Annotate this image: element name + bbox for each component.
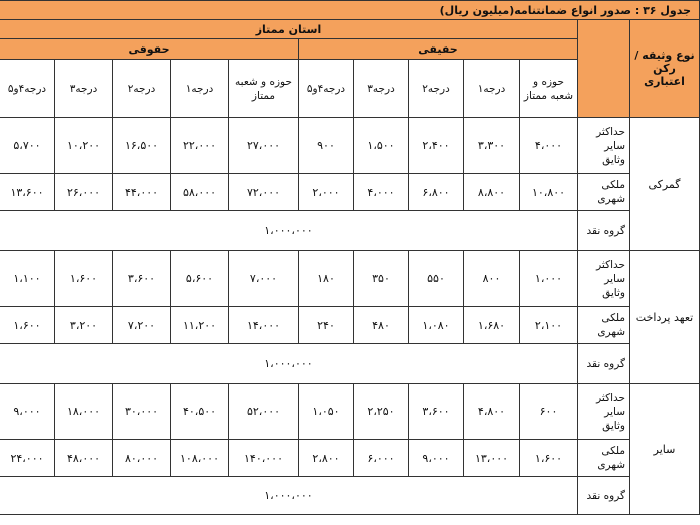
table-cell: ۴،۸۰۰ [464,384,520,440]
table-cell: ۱۶،۵۰۰ [113,118,171,174]
table-cell: ۵۵۰ [409,251,464,307]
table-cell: ۱،۶۰۰ [0,307,55,344]
table-cell: ۹،۰۰۰ [409,440,464,477]
column-header: درجه۴و۵ [299,60,354,118]
row-label: حداکثر سایر وثایق [578,118,630,174]
table-cell: ۲۶،۰۰۰ [55,174,113,211]
table-cell: ۷،۲۰۰ [113,307,171,344]
column-header: حوزه و شعبه ممتاز [520,60,578,118]
table-cell: ۶۰۰ [520,384,578,440]
corner-header: نوع وثیقه / رکن اعتباری [630,20,700,118]
table-cell: ۵۲،۰۰۰ [229,384,299,440]
province-header: استان ممتاز [0,20,578,39]
table-cell: ۱،۰۵۰ [299,384,354,440]
table-cell: ۳،۶۰۰ [113,251,171,307]
column-header: درجه۱ [464,60,520,118]
table-cell: ۱،۶۰۰ [55,251,113,307]
haghighi-header: حقیقی [299,39,578,60]
table-cell: ۱۳،۰۰۰ [464,440,520,477]
table-cell: ۸۰،۰۰۰ [113,440,171,477]
table-cell: ۵،۷۰۰ [0,118,55,174]
table-cell: ۴۸۰ [354,307,409,344]
column-header: درجه۳ [55,60,113,118]
table-cell: ۱۴۰،۰۰۰ [229,440,299,477]
table-cell: ۲،۴۰۰ [409,118,464,174]
table-cell: ۷۲،۰۰۰ [229,174,299,211]
table-cell: ۱،۵۰۰ [354,118,409,174]
row-label: ملکی شهری [578,307,630,344]
table-cell: ۴۴،۰۰۰ [113,174,171,211]
table-cell: ۱،۶۸۰ [464,307,520,344]
table-cell: ۲،۸۰۰ [299,440,354,477]
column-header: درجه۲ [409,60,464,118]
merged-cell: ۱،۰۰۰،۰۰۰ [0,477,578,515]
row-label: ملکی شهری [578,440,630,477]
row-label: حداکثر سایر وثایق [578,384,630,440]
table-cell: ۶،۰۰۰ [354,440,409,477]
table-cell: ۱۸،۰۰۰ [55,384,113,440]
table-cell: ۲،۰۰۰ [299,174,354,211]
table-cell: ۱،۰۸۰ [409,307,464,344]
table-cell: ۳۵۰ [354,251,409,307]
table-cell: ۱،۱۰۰ [0,251,55,307]
table-cell: ۸،۸۰۰ [464,174,520,211]
table-cell: ۱۱،۲۰۰ [171,307,229,344]
table-cell: ۴۰،۵۰۰ [171,384,229,440]
table-cell: ۲۴۰ [299,307,354,344]
table-cell: ۱۴،۰۰۰ [229,307,299,344]
table-cell: ۷،۰۰۰ [229,251,299,307]
column-header: درجه۱ [171,60,229,118]
table-cell: ۱۰۸،۰۰۰ [171,440,229,477]
sub-corner-header [578,20,630,118]
merged-cell: ۱،۰۰۰،۰۰۰ [0,344,578,384]
table-cell: ۴،۰۰۰ [520,118,578,174]
row-label: گروه نقد [578,477,630,515]
table-cell: ۱۰،۸۰۰ [520,174,578,211]
table-cell: ۴،۰۰۰ [354,174,409,211]
table-cell: ۳،۲۰۰ [55,307,113,344]
table-cell: ۲۲،۰۰۰ [171,118,229,174]
table-cell: ۳،۳۰۰ [464,118,520,174]
column-header: حوزه و شعبه ممتاز [229,60,299,118]
table-cell: ۵،۶۰۰ [171,251,229,307]
row-label: ملکی شهری [578,174,630,211]
table-cell: ۲،۲۵۰ [354,384,409,440]
table-cell: ۲۴،۰۰۰ [0,440,55,477]
table-cell: ۴۸،۰۰۰ [55,440,113,477]
table-cell: ۹۰۰ [299,118,354,174]
table-cell: ۱،۰۰۰ [520,251,578,307]
hoghooghi-header: حقوقی [0,39,299,60]
table-cell: ۱۰،۲۰۰ [55,118,113,174]
merged-cell: ۱،۰۰۰،۰۰۰ [0,211,578,251]
column-header: درجه۳ [354,60,409,118]
row-label: گروه نقد [578,344,630,384]
table-cell: ۵۸،۰۰۰ [171,174,229,211]
table-cell: ۳،۶۰۰ [409,384,464,440]
table-cell: ۲۷،۰۰۰ [229,118,299,174]
table-cell: ۸۰۰ [464,251,520,307]
column-header: درجه۴و۵ [0,60,55,118]
table-cell: ۹،۰۰۰ [0,384,55,440]
table-title: جدول ۳۶ : صدور انواع ضمانتنامه(میلیون ریال) [0,1,700,20]
section-name: سایر [630,384,700,515]
table-cell: ۱۸۰ [299,251,354,307]
table-cell: ۱،۶۰۰ [520,440,578,477]
table-cell: ۲،۱۰۰ [520,307,578,344]
section-name: گمرکی [630,118,700,251]
row-label: حداکثر سایر وثایق [578,251,630,307]
section-name: تعهد پرداخت [630,251,700,384]
table-cell: ۶،۸۰۰ [409,174,464,211]
table-cell: ۳۰،۰۰۰ [113,384,171,440]
table-cell: ۱۳،۶۰۰ [0,174,55,211]
column-header: درجه۲ [113,60,171,118]
row-label: گروه نقد [578,211,630,251]
